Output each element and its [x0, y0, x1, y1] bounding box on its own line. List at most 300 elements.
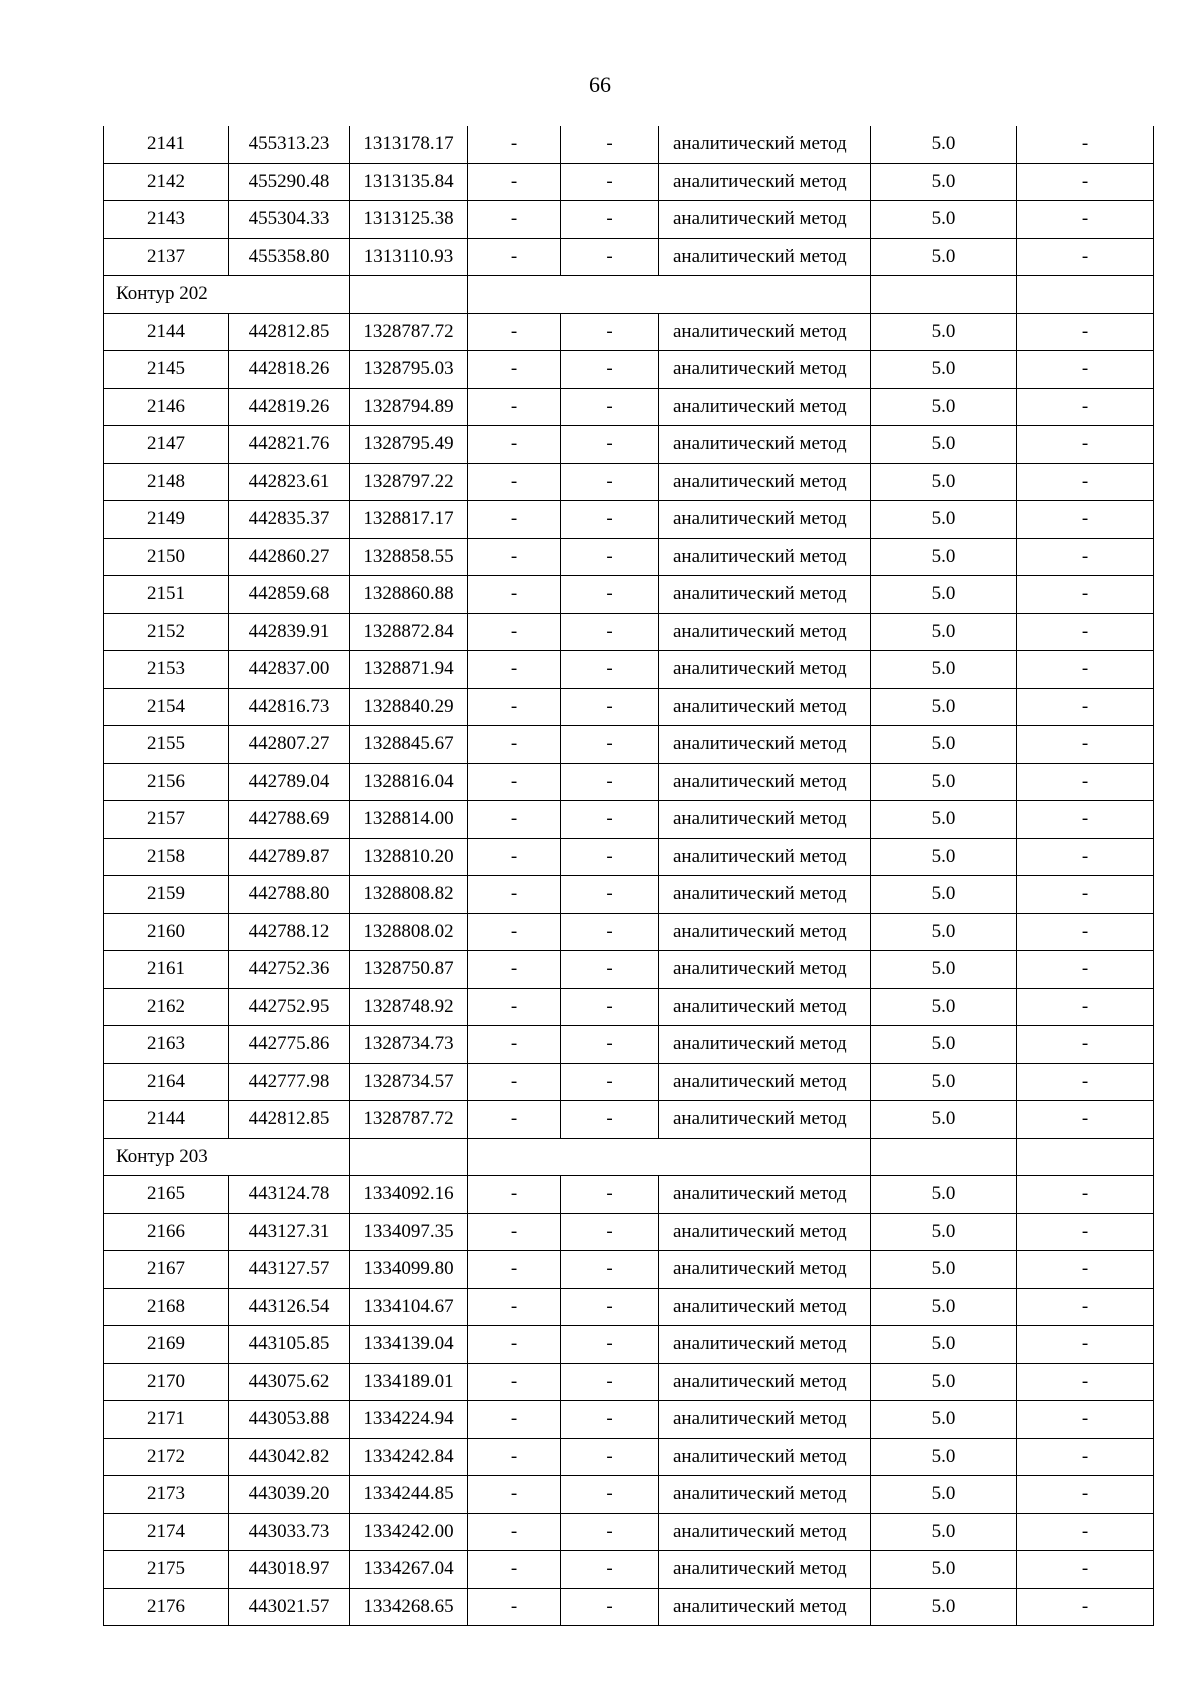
x-coordinate-cell: 442835.37: [229, 501, 350, 539]
x-coordinate-cell: 443105.85: [229, 1326, 350, 1364]
method-cell: аналитический метод: [659, 913, 871, 951]
accuracy-cell: 5.0: [871, 913, 1017, 951]
column-4-cell: -: [468, 1101, 561, 1139]
column-8-cell: -: [1017, 313, 1154, 351]
accuracy-cell: 5.0: [871, 613, 1017, 651]
point-id-cell: 2146: [104, 388, 229, 426]
column-4-cell: -: [468, 1513, 561, 1551]
y-coordinate-cell: 1328787.72: [350, 1101, 468, 1139]
column-5-cell: -: [561, 201, 659, 239]
column-8-cell: -: [1017, 576, 1154, 614]
method-cell: аналитический метод: [659, 1251, 871, 1289]
method-cell: аналитический метод: [659, 1288, 871, 1326]
x-coordinate-cell: 442837.00: [229, 651, 350, 689]
table-row: [104, 238, 1154, 276]
method-cell: аналитический метод: [659, 388, 871, 426]
x-coordinate-cell: 442819.26: [229, 388, 350, 426]
point-id-cell: 2162: [104, 988, 229, 1026]
column-8-cell: -: [1017, 1101, 1154, 1139]
accuracy-cell: 5.0: [871, 201, 1017, 239]
column-5-cell: -: [561, 538, 659, 576]
method-cell: аналитический метод: [659, 688, 871, 726]
accuracy-cell: 5.0: [871, 1213, 1017, 1251]
accuracy-cell: 5.0: [871, 351, 1017, 389]
table-row: [104, 1288, 1154, 1326]
point-id-cell: 2154: [104, 688, 229, 726]
accuracy-cell: 5.0: [871, 313, 1017, 351]
column-4-cell: -: [468, 463, 561, 501]
accuracy-cell: 5.0: [871, 1026, 1017, 1064]
column-8-cell: -: [1017, 988, 1154, 1026]
x-coordinate-cell: 442821.76: [229, 426, 350, 464]
table-row: [104, 763, 1154, 801]
accuracy-cell: 5.0: [871, 163, 1017, 201]
column-8-cell: -: [1017, 351, 1154, 389]
point-id-cell: 2137: [104, 238, 229, 276]
y-coordinate-cell: 1328734.73: [350, 1026, 468, 1064]
point-id-cell: 2165: [104, 1176, 229, 1214]
x-coordinate-cell: 443127.31: [229, 1213, 350, 1251]
column-4-cell: -: [468, 1026, 561, 1064]
column-8-cell: -: [1017, 1363, 1154, 1401]
column-8-cell: -: [1017, 801, 1154, 839]
x-coordinate-cell: 455290.48: [229, 163, 350, 201]
method-cell: аналитический метод: [659, 426, 871, 464]
accuracy-cell: 5.0: [871, 1513, 1017, 1551]
y-coordinate-cell: 1328808.02: [350, 913, 468, 951]
table-row: [104, 126, 1154, 163]
method-cell: аналитический метод: [659, 876, 871, 914]
column-8-cell: -: [1017, 126, 1154, 163]
y-coordinate-cell: 1334224.94: [350, 1401, 468, 1439]
column-5-cell: -: [561, 1063, 659, 1101]
method-cell: аналитический метод: [659, 126, 871, 163]
column-8-cell: -: [1017, 201, 1154, 239]
x-coordinate-cell: 442807.27: [229, 726, 350, 764]
x-coordinate-cell: 442860.27: [229, 538, 350, 576]
accuracy-cell: 5.0: [871, 651, 1017, 689]
column-8-cell: -: [1017, 726, 1154, 764]
column-5-cell: -: [561, 613, 659, 651]
empty-cell: [1017, 276, 1154, 314]
accuracy-cell: 5.0: [871, 726, 1017, 764]
column-8-cell: -: [1017, 1213, 1154, 1251]
column-8-cell: -: [1017, 238, 1154, 276]
table-row: [104, 1326, 1154, 1364]
x-coordinate-cell: 443126.54: [229, 1288, 350, 1326]
accuracy-cell: 5.0: [871, 688, 1017, 726]
column-5-cell: -: [561, 126, 659, 163]
y-coordinate-cell: 1328794.89: [350, 388, 468, 426]
x-coordinate-cell: 455358.80: [229, 238, 350, 276]
method-cell: аналитический метод: [659, 1438, 871, 1476]
column-4-cell: -: [468, 313, 561, 351]
column-5-cell: -: [561, 501, 659, 539]
y-coordinate-cell: 1328808.82: [350, 876, 468, 914]
column-8-cell: -: [1017, 1588, 1154, 1626]
table-row: [104, 163, 1154, 201]
method-cell: аналитический метод: [659, 1551, 871, 1589]
method-cell: аналитический метод: [659, 463, 871, 501]
x-coordinate-cell: 443124.78: [229, 1176, 350, 1214]
table-row: [104, 1551, 1154, 1589]
column-4-cell: -: [468, 163, 561, 201]
column-4-cell: -: [468, 1588, 561, 1626]
column-4-cell: -: [468, 726, 561, 764]
table-row: [104, 726, 1154, 764]
table-row: [104, 463, 1154, 501]
y-coordinate-cell: 1328872.84: [350, 613, 468, 651]
point-id-cell: 2160: [104, 913, 229, 951]
y-coordinate-cell: 1334097.35: [350, 1213, 468, 1251]
x-coordinate-cell: 442789.87: [229, 838, 350, 876]
x-coordinate-cell: 442752.36: [229, 951, 350, 989]
table-row: [104, 1513, 1154, 1551]
y-coordinate-cell: 1313135.84: [350, 163, 468, 201]
contour-label: Контур 203: [104, 1138, 350, 1176]
method-cell: аналитический метод: [659, 576, 871, 614]
contour-label: Контур 202: [104, 276, 350, 314]
table-row: [104, 201, 1154, 239]
column-5-cell: -: [561, 988, 659, 1026]
table-row: [104, 613, 1154, 651]
column-8-cell: -: [1017, 1551, 1154, 1589]
method-cell: аналитический метод: [659, 538, 871, 576]
column-5-cell: -: [561, 1438, 659, 1476]
table-row: [104, 313, 1154, 351]
point-id-cell: 2175: [104, 1551, 229, 1589]
column-8-cell: -: [1017, 613, 1154, 651]
accuracy-cell: 5.0: [871, 501, 1017, 539]
accuracy-cell: 5.0: [871, 1438, 1017, 1476]
y-coordinate-cell: 1328810.20: [350, 838, 468, 876]
x-coordinate-cell: 443018.97: [229, 1551, 350, 1589]
column-4-cell: -: [468, 238, 561, 276]
table-row: [104, 1213, 1154, 1251]
y-coordinate-cell: 1334267.04: [350, 1551, 468, 1589]
column-4-cell: -: [468, 1438, 561, 1476]
column-5-cell: -: [561, 763, 659, 801]
accuracy-cell: 5.0: [871, 1063, 1017, 1101]
table-row: [104, 988, 1154, 1026]
column-8-cell: -: [1017, 913, 1154, 951]
table-row: [104, 651, 1154, 689]
table-row: [104, 1588, 1154, 1626]
method-cell: аналитический метод: [659, 501, 871, 539]
method-cell: аналитический метод: [659, 1213, 871, 1251]
contour-row: [104, 1138, 1154, 1176]
accuracy-cell: 5.0: [871, 576, 1017, 614]
column-4-cell: -: [468, 988, 561, 1026]
column-5-cell: -: [561, 838, 659, 876]
column-4-cell: -: [468, 913, 561, 951]
column-4-cell: -: [468, 1363, 561, 1401]
x-coordinate-cell: 442823.61: [229, 463, 350, 501]
accuracy-cell: 5.0: [871, 1551, 1017, 1589]
point-id-cell: 2171: [104, 1401, 229, 1439]
x-coordinate-cell: 442788.12: [229, 913, 350, 951]
column-5-cell: -: [561, 313, 659, 351]
accuracy-cell: 5.0: [871, 951, 1017, 989]
column-5-cell: -: [561, 951, 659, 989]
y-coordinate-cell: 1313110.93: [350, 238, 468, 276]
accuracy-cell: 5.0: [871, 538, 1017, 576]
accuracy-cell: 5.0: [871, 876, 1017, 914]
accuracy-cell: 5.0: [871, 388, 1017, 426]
x-coordinate-cell: 442812.85: [229, 313, 350, 351]
point-id-cell: 2143: [104, 201, 229, 239]
table-row: [104, 1476, 1154, 1514]
column-4-cell: -: [468, 201, 561, 239]
column-5-cell: -: [561, 801, 659, 839]
column-4-cell: -: [468, 763, 561, 801]
table-row: [104, 1026, 1154, 1064]
column-5-cell: -: [561, 463, 659, 501]
y-coordinate-cell: 1334242.84: [350, 1438, 468, 1476]
column-5-cell: -: [561, 576, 659, 614]
x-coordinate-cell: 442816.73: [229, 688, 350, 726]
contour-row: [104, 276, 1154, 314]
accuracy-cell: 5.0: [871, 1101, 1017, 1139]
column-5-cell: -: [561, 688, 659, 726]
column-8-cell: -: [1017, 688, 1154, 726]
column-8-cell: -: [1017, 163, 1154, 201]
x-coordinate-cell: 442818.26: [229, 351, 350, 389]
column-8-cell: -: [1017, 838, 1154, 876]
point-id-cell: 2164: [104, 1063, 229, 1101]
x-coordinate-cell: 442812.85: [229, 1101, 350, 1139]
column-8-cell: -: [1017, 951, 1154, 989]
point-id-cell: 2148: [104, 463, 229, 501]
column-5-cell: -: [561, 1476, 659, 1514]
point-id-cell: 2144: [104, 313, 229, 351]
method-cell: аналитический метод: [659, 238, 871, 276]
method-cell: аналитический метод: [659, 1026, 871, 1064]
table-row: [104, 1251, 1154, 1289]
point-id-cell: 2153: [104, 651, 229, 689]
column-4-cell: -: [468, 1401, 561, 1439]
method-cell: аналитический метод: [659, 1363, 871, 1401]
page-number: 66: [589, 72, 611, 97]
y-coordinate-cell: 1334104.67: [350, 1288, 468, 1326]
column-8-cell: -: [1017, 426, 1154, 464]
y-coordinate-cell: 1328748.92: [350, 988, 468, 1026]
accuracy-cell: 5.0: [871, 238, 1017, 276]
column-8-cell: -: [1017, 388, 1154, 426]
table-row: [104, 951, 1154, 989]
column-5-cell: -: [561, 876, 659, 914]
point-id-cell: 2158: [104, 838, 229, 876]
table-row: [104, 351, 1154, 389]
point-id-cell: 2149: [104, 501, 229, 539]
method-cell: аналитический метод: [659, 351, 871, 389]
point-id-cell: 2156: [104, 763, 229, 801]
table-row: [104, 388, 1154, 426]
point-id-cell: 2161: [104, 951, 229, 989]
accuracy-cell: 5.0: [871, 463, 1017, 501]
column-4-cell: -: [468, 351, 561, 389]
accuracy-cell: 5.0: [871, 126, 1017, 163]
y-coordinate-cell: 1334268.65: [350, 1588, 468, 1626]
table-row: [104, 501, 1154, 539]
table-body: [104, 126, 1154, 1626]
point-id-cell: 2168: [104, 1288, 229, 1326]
table-row: [104, 538, 1154, 576]
column-8-cell: -: [1017, 1288, 1154, 1326]
table-row: [104, 801, 1154, 839]
y-coordinate-cell: 1334139.04: [350, 1326, 468, 1364]
point-id-cell: 2166: [104, 1213, 229, 1251]
accuracy-cell: 5.0: [871, 426, 1017, 464]
accuracy-cell: 5.0: [871, 801, 1017, 839]
column-4-cell: -: [468, 1288, 561, 1326]
x-coordinate-cell: 455313.23: [229, 126, 350, 163]
column-4-cell: -: [468, 576, 561, 614]
column-8-cell: -: [1017, 1326, 1154, 1364]
accuracy-cell: 5.0: [871, 1401, 1017, 1439]
y-coordinate-cell: 1334189.01: [350, 1363, 468, 1401]
table-row: [104, 1401, 1154, 1439]
column-4-cell: -: [468, 1551, 561, 1589]
table-row: [104, 426, 1154, 464]
y-coordinate-cell: 1328750.87: [350, 951, 468, 989]
column-5-cell: -: [561, 1213, 659, 1251]
point-id-cell: 2145: [104, 351, 229, 389]
column-5-cell: -: [561, 913, 659, 951]
point-id-cell: 2155: [104, 726, 229, 764]
method-cell: аналитический метод: [659, 651, 871, 689]
point-id-cell: 2144: [104, 1101, 229, 1139]
column-5-cell: -: [561, 1251, 659, 1289]
x-coordinate-cell: 442839.91: [229, 613, 350, 651]
method-cell: аналитический метод: [659, 1326, 871, 1364]
accuracy-cell: 5.0: [871, 838, 1017, 876]
column-8-cell: -: [1017, 501, 1154, 539]
column-5-cell: -: [561, 726, 659, 764]
column-5-cell: -: [561, 1026, 659, 1064]
point-id-cell: 2167: [104, 1251, 229, 1289]
y-coordinate-cell: 1328795.03: [350, 351, 468, 389]
column-8-cell: -: [1017, 1438, 1154, 1476]
x-coordinate-cell: 442788.69: [229, 801, 350, 839]
column-4-cell: -: [468, 1063, 561, 1101]
method-cell: аналитический метод: [659, 1101, 871, 1139]
table-row: [104, 1176, 1154, 1214]
accuracy-cell: 5.0: [871, 763, 1017, 801]
column-8-cell: -: [1017, 1251, 1154, 1289]
point-id-cell: 2169: [104, 1326, 229, 1364]
method-cell: аналитический метод: [659, 1401, 871, 1439]
x-coordinate-cell: 442752.95: [229, 988, 350, 1026]
table-row: [104, 838, 1154, 876]
column-5-cell: -: [561, 651, 659, 689]
method-cell: аналитический метод: [659, 1588, 871, 1626]
column-5-cell: -: [561, 1551, 659, 1589]
y-coordinate-cell: 1328840.29: [350, 688, 468, 726]
y-coordinate-cell: 1328816.04: [350, 763, 468, 801]
method-cell: аналитический метод: [659, 313, 871, 351]
column-4-cell: -: [468, 1476, 561, 1514]
accuracy-cell: 5.0: [871, 1588, 1017, 1626]
accuracy-cell: 5.0: [871, 1251, 1017, 1289]
method-cell: аналитический метод: [659, 838, 871, 876]
x-coordinate-cell: 442775.86: [229, 1026, 350, 1064]
y-coordinate-cell: 1328787.72: [350, 313, 468, 351]
y-coordinate-cell: 1328795.49: [350, 426, 468, 464]
point-id-cell: 2157: [104, 801, 229, 839]
y-coordinate-cell: 1328858.55: [350, 538, 468, 576]
column-4-cell: -: [468, 1251, 561, 1289]
point-id-cell: 2172: [104, 1438, 229, 1476]
point-id-cell: 2173: [104, 1476, 229, 1514]
column-5-cell: -: [561, 351, 659, 389]
y-coordinate-cell: 1334099.80: [350, 1251, 468, 1289]
column-4-cell: -: [468, 126, 561, 163]
coordinates-table: [103, 126, 1154, 1626]
column-4-cell: -: [468, 501, 561, 539]
column-4-cell: -: [468, 613, 561, 651]
column-4-cell: -: [468, 688, 561, 726]
method-cell: аналитический метод: [659, 1176, 871, 1214]
table-row: [104, 1063, 1154, 1101]
y-coordinate-cell: 1313178.17: [350, 126, 468, 163]
column-4-cell: -: [468, 538, 561, 576]
x-coordinate-cell: 442777.98: [229, 1063, 350, 1101]
column-8-cell: -: [1017, 1176, 1154, 1214]
table-row: [104, 1363, 1154, 1401]
table-row: [104, 1101, 1154, 1139]
point-id-cell: 2152: [104, 613, 229, 651]
point-id-cell: 2151: [104, 576, 229, 614]
y-coordinate-cell: 1334092.16: [350, 1176, 468, 1214]
column-5-cell: -: [561, 1326, 659, 1364]
x-coordinate-cell: 443039.20: [229, 1476, 350, 1514]
column-5-cell: -: [561, 1176, 659, 1214]
x-coordinate-cell: 455304.33: [229, 201, 350, 239]
column-5-cell: -: [561, 1513, 659, 1551]
column-4-cell: -: [468, 426, 561, 464]
column-8-cell: -: [1017, 1026, 1154, 1064]
y-coordinate-cell: 1328871.94: [350, 651, 468, 689]
method-cell: аналитический метод: [659, 1476, 871, 1514]
table-row: [104, 1438, 1154, 1476]
y-coordinate-cell: 1313125.38: [350, 201, 468, 239]
y-coordinate-cell: 1328817.17: [350, 501, 468, 539]
x-coordinate-cell: 442859.68: [229, 576, 350, 614]
accuracy-cell: 5.0: [871, 988, 1017, 1026]
y-coordinate-cell: 1328797.22: [350, 463, 468, 501]
point-id-cell: 2142: [104, 163, 229, 201]
column-8-cell: -: [1017, 538, 1154, 576]
x-coordinate-cell: 442788.80: [229, 876, 350, 914]
point-id-cell: 2170: [104, 1363, 229, 1401]
column-5-cell: -: [561, 1363, 659, 1401]
empty-cell: [468, 276, 871, 314]
column-8-cell: -: [1017, 1513, 1154, 1551]
point-id-cell: 2163: [104, 1026, 229, 1064]
x-coordinate-cell: 443033.73: [229, 1513, 350, 1551]
empty-cell: [871, 276, 1017, 314]
x-coordinate-cell: 443042.82: [229, 1438, 350, 1476]
method-cell: аналитический метод: [659, 1063, 871, 1101]
y-coordinate-cell: 1334242.00: [350, 1513, 468, 1551]
empty-cell: [350, 1138, 468, 1176]
method-cell: аналитический метод: [659, 801, 871, 839]
method-cell: аналитический метод: [659, 613, 871, 651]
method-cell: аналитический метод: [659, 951, 871, 989]
empty-cell: [871, 1138, 1017, 1176]
method-cell: аналитический метод: [659, 1513, 871, 1551]
